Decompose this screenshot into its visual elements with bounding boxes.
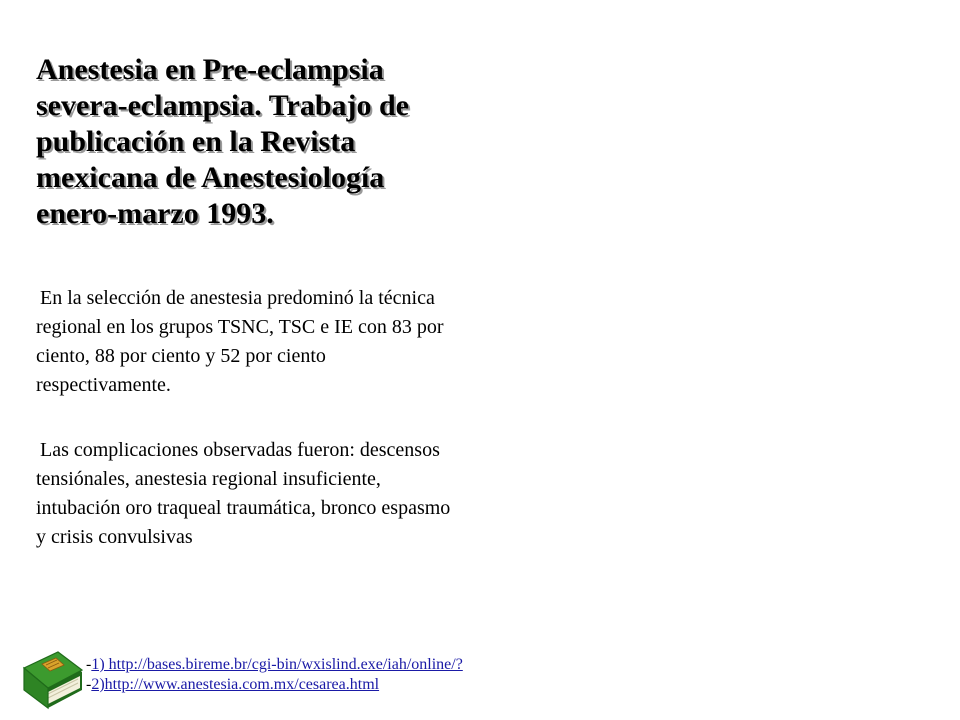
paragraph-anesthesia-selection: En la selección de anestesia predominó la técnica regional en los grupos TSNC, TSC e IE con 83 por ciento, 88 por ciento y 52 por ciento respectivamente. [36,287,444,396]
paragraph-complications: Las complicaciones observadas fueron: descensos tensiónales, anestesia regional insuficiente, intubación oro traqueal traumática, bronco espasmo y crisis convulsivas [36,439,451,548]
reference-prefix: - [86,656,92,673]
reference-list [86,655,463,695]
reference-prefix: - [86,676,92,693]
reference-item [86,675,463,695]
reference-link-1[interactable]: 1) http://bases.bireme.br/cgi-bin/wxislind.exe/iah/online/? [91,656,463,673]
reference-item [86,655,463,675]
green-book-icon [20,640,86,712]
page-title: Anestesia en Pre-eclampsia severa-eclampsia. Trabajo de publicación en la Revista mexicana de Anestesiología enero-marzo 1993. [36,53,409,230]
reference-link-2[interactable]: 2)http://www.anestesia.com.mx/cesarea.html [91,676,380,693]
